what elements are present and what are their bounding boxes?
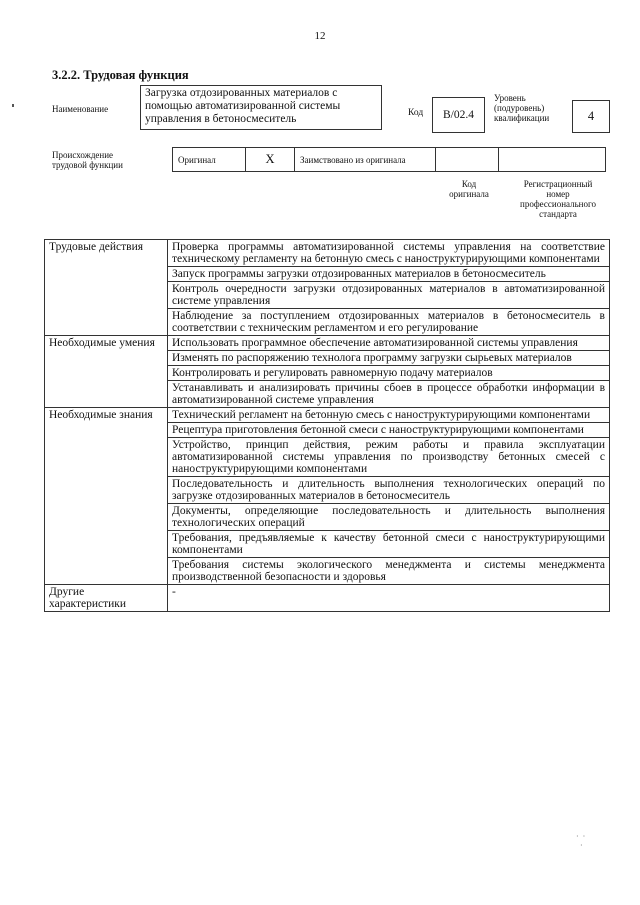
borrowed-label-cell: Заимствовано из оригинала xyxy=(295,148,436,172)
skill-item: Использовать программное обеспечение автоматизированной системы управления xyxy=(168,336,610,351)
reg-number-cell xyxy=(499,148,606,172)
code-original-cell xyxy=(436,148,499,172)
labor-action-item: Контроль очередности загрузки отдозированных материалов в автоматизированной системе управления xyxy=(168,282,610,309)
knowledge-item: Требования системы экологического менеджмента и системы менеджмента производственной безопасности и здоровья xyxy=(168,558,610,585)
labor-action-item: Проверка программы автоматизированной системы управления на соответствие техническому регламенту на бетонную смесь с наноструктурирующими компонентами xyxy=(168,240,610,267)
origin-label xyxy=(52,150,123,170)
origin-label-line2: трудовой функции xyxy=(52,160,123,170)
scan-marks: · · · xyxy=(576,832,586,850)
name-label: Наименование xyxy=(52,104,109,114)
code-original-line2: оригинала xyxy=(449,189,489,199)
function-details-table xyxy=(44,239,610,612)
original-label-cell: Оригинал xyxy=(173,148,246,172)
skill-item: Устанавливать и анализировать причины сбоев в процессе обработки информации в автоматизированной системе управления xyxy=(168,381,610,408)
code-original-line1: Код xyxy=(461,179,477,189)
reg-number-caption xyxy=(506,179,610,219)
other-characteristics-value: - xyxy=(168,585,610,612)
level-value-box: 4 xyxy=(572,100,610,133)
knowledge-item: Технический регламент на бетонную смесь с наноструктурирующими компонентами xyxy=(168,408,610,423)
level-label xyxy=(494,93,549,123)
labor-actions-label: Трудовые действия xyxy=(45,240,168,336)
other-characteristics-label: Другие характеристики xyxy=(45,585,168,612)
knowledge-item: Документы, определяющие последовательность и длительность выполнения технологических операций xyxy=(168,504,610,531)
origin-table xyxy=(172,147,606,172)
labor-action-item: Наблюдение за поступлением отдозированных материалов в бетоносмеситель в соответствии с техническим регламентом и его регулирование xyxy=(168,309,610,336)
level-label-line2: (подуровень) xyxy=(494,103,545,113)
level-label-line3: квалификации xyxy=(494,113,550,123)
knowledge-label: Необходимые знания xyxy=(45,408,168,585)
reg-number-line4: стандарта xyxy=(539,209,577,219)
reg-number-line3: профессионального xyxy=(520,199,596,209)
knowledge-item: Устройство, принцип действия, режим работы и правила эксплуатации автоматизированной системы управления по производству бетонных смесей с наноструктурирующими компонентами xyxy=(168,438,610,477)
labor-action-item: Запуск программы загрузки отдозированных материалов в бетоносмеситель xyxy=(168,267,610,282)
origin-label-line1: Происхождение xyxy=(52,150,114,160)
level-label-line1: Уровень xyxy=(494,93,526,103)
skills-label: Необходимые умения xyxy=(45,336,168,408)
code-value-box: B/02.4 xyxy=(432,97,485,133)
function-name-box: Загрузка отдозированных материалов с помощью автоматизированной системы управления в бетоносмеситель xyxy=(140,85,382,130)
skill-item: Изменять по распоряжению технолога программу загрузки сырьевых материалов xyxy=(168,351,610,366)
page-number: 12 xyxy=(314,30,326,42)
knowledge-item: Рецептура приготовления бетонной смеси с наноструктурирующими компонентами xyxy=(168,423,610,438)
code-label: Код xyxy=(408,108,424,118)
table-row xyxy=(45,336,610,351)
skill-item: Контролировать и регулировать равномерную подачу материалов xyxy=(168,366,610,381)
knowledge-item: Требования, предъявляемые к качеству бетонной смеси с наноструктурирующими компонентами xyxy=(168,531,610,558)
table-row xyxy=(45,240,610,267)
reg-number-line1: Регистрационный xyxy=(523,179,593,189)
original-mark-cell: X xyxy=(246,148,295,172)
code-original-caption xyxy=(438,179,500,199)
margin-mark xyxy=(12,104,14,107)
table-row xyxy=(45,408,610,423)
knowledge-item: Последовательность и длительность выполнения технологических операций по загрузке отдозированных материалов в бетоносмеситель xyxy=(168,477,610,504)
section-title: 3.2.2. Трудовая функция xyxy=(52,68,189,82)
table-row xyxy=(45,585,610,612)
reg-number-line2: номер xyxy=(546,189,570,199)
